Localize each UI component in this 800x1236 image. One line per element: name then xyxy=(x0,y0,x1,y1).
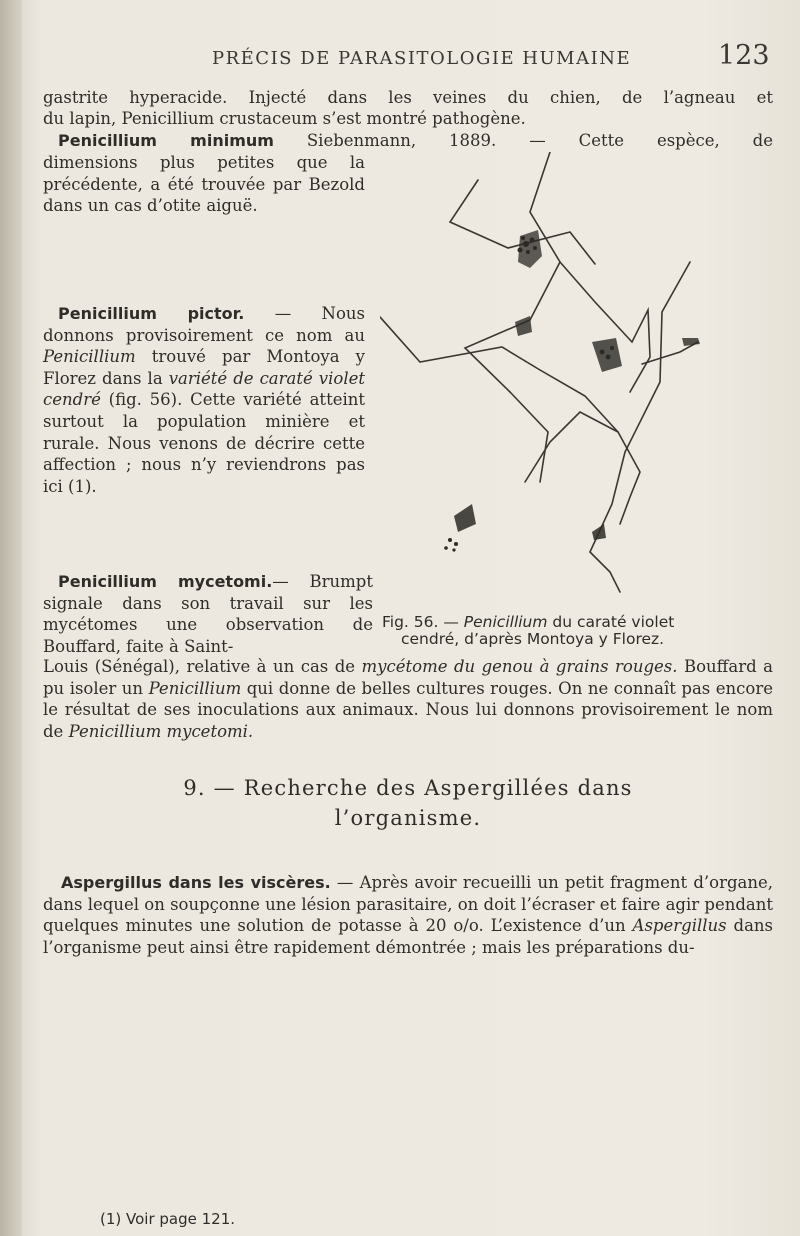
aspergillus-text-b: dans l’organisme peut ainsi être rapidement démontrée ; mais les préparations du- xyxy=(43,916,773,957)
caption-rest: du caraté violet xyxy=(547,613,675,631)
aspergillus-viscera-term: Aspergillus dans les viscères. xyxy=(61,873,331,892)
section-9-heading: 9. — Recherche des Aspergillées dans xyxy=(183,776,633,800)
mycetomi-text-c: Bouffard a pu isoler un xyxy=(43,657,773,698)
hypha-central-left xyxy=(465,152,560,392)
penicillium-hyphae-drawing xyxy=(380,152,780,612)
footnote: (1) Voir page 121. xyxy=(100,1210,236,1228)
mycetomi-italic-b: mycétome du genou à grains rouges. xyxy=(361,657,678,676)
penicillium-minimum-heading xyxy=(58,130,773,152)
pictor-italic-b: variété de caraté violet cendré xyxy=(43,368,365,410)
caption-italic: Penicillium xyxy=(463,613,548,631)
hypha-right-outer xyxy=(590,262,690,552)
spore-clusters xyxy=(444,230,700,552)
figure-56-illustration xyxy=(380,152,780,612)
penicillium-minimum-body: dimensions plus petites que la précédente, a été trouvée par Bezold dans un cas d’otite aiguë. xyxy=(43,153,365,216)
penicillium-mycetomi-term: Penicillium mycetomi. xyxy=(58,572,273,591)
aspergillus-viscera-paragraph xyxy=(43,872,773,958)
caption-line-2: cendré, d’après Montoya y Florez. xyxy=(401,630,665,648)
mycetomi-text-d: qui donne de belles cultures rouges. On ne connaît pas encore le résultat de ses inoculations aux animaux. Nous lui donnons provisoirement le nom de xyxy=(43,678,773,741)
aspergillus-italic-a: Aspergillus xyxy=(632,916,727,936)
caption-prefix: Fig. 56. — xyxy=(382,613,464,631)
hypha-lower-tail xyxy=(590,552,620,592)
hypha-middle-branch xyxy=(380,317,618,432)
penicillium-minimum-term: Penicillium minimum xyxy=(58,131,274,150)
aspergillus-text-a: — Après avoir recueilli un petit fragment d’organe, dans lequel on soupçonne une lésion parasitaire, on doit l’écraser et faire agir pendant quelques minutes une solution de potasse à 20 o/o. L’existence d’un xyxy=(43,873,773,936)
penicillium-pictor-paragraph xyxy=(43,303,365,497)
hypha-right-inner xyxy=(560,262,650,392)
intro-line-1: gastrite hyperacide. Injecté dans les veines du chien, de l’agneau et xyxy=(43,88,773,107)
page-spine-shadow xyxy=(0,0,22,1236)
intro-line-2: du lapin, Penicillium crustaceum s’est montré pathogène. xyxy=(43,109,526,128)
penicillium-minimum-head-rest: Siebenmann, 1889. — Cette espèce, de xyxy=(273,131,773,150)
figure-56-caption xyxy=(382,614,782,648)
penicillium-mycetomi-paragraph xyxy=(43,571,373,657)
mycetomi-text-b: Louis (Sénégal), relative à un cas de xyxy=(43,657,362,676)
running-title: PRÉCIS DE PARASITOLOGIE HUMAINE xyxy=(212,48,632,69)
mycetomi-italic-d: Penicillium mycetomi. xyxy=(68,721,254,741)
pictor-text-b: trouvé par Montoya y Florez dans la xyxy=(43,347,365,388)
penicillium-mycetomi-continuation xyxy=(43,656,773,742)
mycetomi-text-a: — Brumpt signale dans son travail sur les mycétomes une observation de Bouffard, faite à Saint- xyxy=(43,572,373,656)
pictor-text-a: — Nous donnons provisoirement ce nom au xyxy=(43,304,365,345)
pictor-text-c: (fig. 56). Cette variété atteint surtout la population minière et rurale. Nous venons de décrire cette affection ; nous n’y reviendrons pas ici (1). xyxy=(43,390,365,496)
page-header xyxy=(0,40,800,80)
page-number: 123 xyxy=(718,40,770,71)
pictor-italic-a: Penicillium xyxy=(43,347,136,367)
section-9-heading-line-2: l’organisme. xyxy=(334,806,482,830)
penicillium-pictor-term: Penicillium pictor. xyxy=(58,304,245,323)
mycetomi-italic-c: Penicillium xyxy=(148,678,242,698)
hypha-lower-left xyxy=(510,392,548,482)
